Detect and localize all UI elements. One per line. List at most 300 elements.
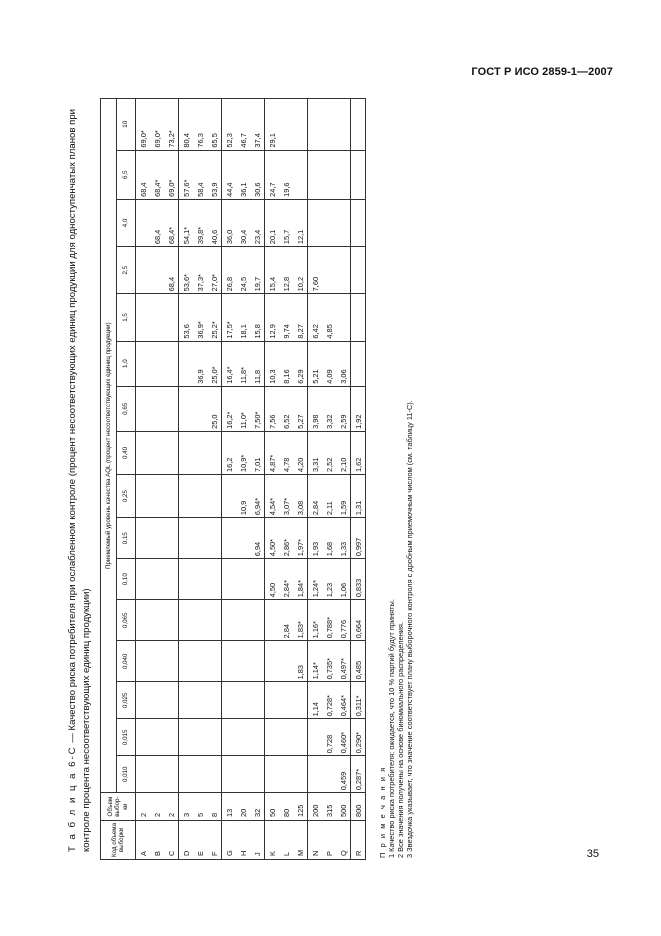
risk-value-cell <box>136 247 151 294</box>
risk-value-cell <box>351 294 366 341</box>
risk-value-cell: 0,464* <box>336 682 351 719</box>
aql-header-cell: 0,25 <box>117 475 136 518</box>
risk-value-cell: 0,735* <box>322 641 336 682</box>
risk-value-cell: 7,56 <box>265 386 280 431</box>
risk-value-cell: 25,2* <box>207 294 222 341</box>
note-item: 1 Качество риска потребителя: ожидается, что 10 % партий будут приняты. <box>387 599 396 858</box>
risk-value-cell: 53,6 <box>179 294 194 341</box>
risk-value-cell: 52,3 <box>222 99 237 151</box>
risk-value-cell: 37,4 <box>250 99 265 151</box>
risk-value-cell <box>150 682 164 719</box>
risk-value-cell: 16,2* <box>222 386 237 431</box>
risk-value-cell: 8,27 <box>293 294 308 341</box>
risk-value-cell: 18,1 <box>236 294 250 341</box>
risk-value-cell: 4,54* <box>265 475 280 518</box>
sample-size-cell: 200 <box>308 793 323 821</box>
risk-value-cell <box>164 294 179 341</box>
aql-header-cell: 0,40 <box>117 431 136 474</box>
risk-value-cell: 53,6* <box>179 247 194 294</box>
risk-value-cell: 80,4 <box>179 99 194 151</box>
table-row <box>322 99 336 860</box>
sample-code-cell: M <box>293 820 308 859</box>
risk-value-cell: 2,11 <box>322 475 336 518</box>
risk-value-cell <box>164 431 179 474</box>
risk-value-cell: 36,1 <box>236 150 250 199</box>
risk-value-cell <box>207 475 222 518</box>
risk-value-cell <box>150 641 164 682</box>
risk-value-cell: 6,94* <box>250 475 265 518</box>
risk-value-cell <box>265 682 280 719</box>
sample-code-cell: D <box>179 820 194 859</box>
risk-value-cell: 4,20 <box>293 431 308 474</box>
risk-value-cell: 2,52 <box>322 431 336 474</box>
risk-value-cell: 20,1 <box>265 199 280 246</box>
risk-value-cell: 3,06 <box>336 341 351 386</box>
risk-value-cell <box>265 600 280 641</box>
risk-value-cell: 39,8* <box>193 199 207 246</box>
risk-value-cell <box>207 756 222 793</box>
table-row <box>193 99 207 860</box>
table-row <box>164 99 179 860</box>
risk-value-cell: 16,4* <box>222 341 237 386</box>
aql-header-row <box>117 99 136 860</box>
table-row <box>150 99 164 860</box>
risk-value-cell: 36,9* <box>193 294 207 341</box>
risk-value-cell: 9,74 <box>279 294 293 341</box>
risk-value-cell: 73,2* <box>164 99 179 151</box>
risk-value-cell <box>222 475 237 518</box>
aql-header-cell: 0,025 <box>117 682 136 719</box>
risk-value-cell: 1,97* <box>293 518 308 559</box>
risk-value-cell <box>222 600 237 641</box>
risk-value-cell: 6,42 <box>308 294 323 341</box>
aql-header-cell: 4,0 <box>117 199 136 246</box>
risk-value-cell: 1,06 <box>336 559 351 600</box>
risk-value-cell <box>351 150 366 199</box>
risk-value-cell: 69,0* <box>164 150 179 199</box>
risk-value-cell <box>193 756 207 793</box>
risk-value-cell <box>250 600 265 641</box>
risk-value-cell: 24,7 <box>265 150 280 199</box>
risk-value-cell: 69,0* <box>150 99 164 151</box>
risk-value-cell <box>136 600 151 641</box>
risk-value-cell: 1,83* <box>293 600 308 641</box>
risk-value-cell: 11,8* <box>236 341 250 386</box>
risk-value-cell <box>179 341 194 386</box>
risk-value-cell <box>351 341 366 386</box>
risk-value-cell <box>236 518 250 559</box>
table-row <box>136 99 151 860</box>
risk-value-cell <box>193 682 207 719</box>
aql-header-cell: 0,015 <box>117 719 136 756</box>
risk-value-cell: 15,8 <box>250 294 265 341</box>
risk-value-cell <box>179 431 194 474</box>
risk-value-cell <box>236 559 250 600</box>
risk-value-cell <box>293 99 308 151</box>
risk-value-cell: 25,0* <box>207 341 222 386</box>
risk-value-cell: 19,7 <box>250 247 265 294</box>
risk-value-cell <box>207 600 222 641</box>
sample-size-cell: 32 <box>250 793 265 821</box>
risk-value-cell <box>222 682 237 719</box>
risk-value-cell: 3,07* <box>279 475 293 518</box>
table-title-prefix: Т а б л и ц а 6-С <box>67 745 78 852</box>
risk-value-cell <box>136 559 151 600</box>
risk-value-cell: 5,21 <box>308 341 323 386</box>
table-row <box>308 99 323 860</box>
sample-code-cell: B <box>150 820 164 859</box>
risk-value-cell <box>150 719 164 756</box>
risk-value-cell: 0,728 <box>322 719 336 756</box>
risk-value-cell <box>279 682 293 719</box>
risk-value-cell: 1,84* <box>293 559 308 600</box>
risk-value-cell <box>164 559 179 600</box>
risk-value-cell: 36,9 <box>193 341 207 386</box>
risk-value-cell: 6,94 <box>250 518 265 559</box>
aql-header-cell: 1,5 <box>117 294 136 341</box>
risk-value-cell <box>308 756 323 793</box>
risk-value-cell <box>322 756 336 793</box>
risk-value-cell: 54,1* <box>179 199 194 246</box>
risk-value-cell: 68,4 <box>136 150 151 199</box>
risk-value-cell: 4,50* <box>265 518 280 559</box>
aql-header-cell: 2,5 <box>117 247 136 294</box>
risk-value-cell <box>250 641 265 682</box>
risk-value-cell: 40,6 <box>207 199 222 246</box>
risk-value-cell <box>179 756 194 793</box>
risk-value-cell <box>164 475 179 518</box>
risk-value-cell <box>279 756 293 793</box>
risk-value-cell <box>236 682 250 719</box>
risk-value-cell <box>207 719 222 756</box>
risk-value-cell <box>222 641 237 682</box>
risk-value-cell <box>222 518 237 559</box>
risk-value-cell: 10,2 <box>293 247 308 294</box>
sample-code-cell: E <box>193 820 207 859</box>
risk-value-cell: 15,4 <box>265 247 280 294</box>
risk-value-cell <box>179 641 194 682</box>
sample-code-cell: A <box>136 820 151 859</box>
risk-value-cell: 30,6 <box>250 150 265 199</box>
table-row <box>279 99 293 860</box>
aql-header-cell: 0,65 <box>117 386 136 431</box>
risk-value-cell: 0,485 <box>351 641 366 682</box>
risk-value-cell: 0,497* <box>336 641 351 682</box>
risk-value-cell <box>351 247 366 294</box>
risk-value-cell <box>279 99 293 151</box>
risk-value-cell: 1,31 <box>351 475 366 518</box>
risk-value-cell <box>164 641 179 682</box>
risk-value-cell <box>336 99 351 151</box>
risk-value-cell: 1,68 <box>322 518 336 559</box>
sample-code-cell: R <box>351 820 366 859</box>
risk-value-cell: 4,50 <box>265 559 280 600</box>
risk-value-cell <box>150 559 164 600</box>
risk-value-cell: 0,788* <box>322 600 336 641</box>
risk-value-cell: 2,59 <box>336 386 351 431</box>
risk-value-cell: 0,459 <box>336 756 351 793</box>
risk-value-cell <box>136 719 151 756</box>
risk-value-cell <box>236 756 250 793</box>
risk-value-cell: 11,0* <box>236 386 250 431</box>
rotated-table-block <box>60 100 440 860</box>
risk-value-cell <box>164 341 179 386</box>
risk-value-cell: 10,3 <box>265 341 280 386</box>
sample-size-cell: 125 <box>293 793 308 821</box>
risk-value-cell: 0,290* <box>351 719 366 756</box>
sample-code-cell: Q <box>336 820 351 859</box>
risk-value-cell: 5,27 <box>293 386 308 431</box>
risk-value-cell <box>293 150 308 199</box>
risk-value-cell <box>150 247 164 294</box>
table-body <box>136 99 366 860</box>
risk-value-cell <box>136 386 151 431</box>
sample-size-cell: 3 <box>179 793 194 821</box>
risk-value-cell: 1,14* <box>308 641 323 682</box>
risk-value-cell: 0,728* <box>322 682 336 719</box>
aql-header-cell: 0,040 <box>117 641 136 682</box>
risk-value-cell <box>293 682 308 719</box>
risk-value-cell: 68,4 <box>150 199 164 246</box>
risk-value-cell <box>293 756 308 793</box>
risk-value-cell: 53,9 <box>207 150 222 199</box>
risk-value-cell <box>308 99 323 151</box>
table-row <box>351 99 366 860</box>
risk-value-cell <box>193 518 207 559</box>
risk-value-cell: 6,29 <box>293 341 308 386</box>
risk-value-cell: 0,776 <box>336 600 351 641</box>
risk-value-cell <box>150 518 164 559</box>
risk-value-cell <box>250 719 265 756</box>
risk-value-cell: 69,0* <box>136 99 151 151</box>
risk-value-cell <box>164 682 179 719</box>
risk-value-cell: 68,4* <box>164 199 179 246</box>
table-row <box>179 99 194 860</box>
risk-value-cell: 3,98 <box>308 386 323 431</box>
risk-value-cell <box>164 719 179 756</box>
consumer-risk-table <box>100 98 366 860</box>
risk-value-cell <box>179 475 194 518</box>
sample-size-cell: 80 <box>279 793 293 821</box>
sample-size-cell: 8 <box>207 793 222 821</box>
risk-value-cell: 1,23 <box>322 559 336 600</box>
risk-value-cell: 76,3 <box>193 99 207 151</box>
sample-size-cell: 315 <box>322 793 336 821</box>
header-aql-group: Приемлемый уровень качества AQL (процент несоответствующих единиц продукции) <box>101 99 117 793</box>
risk-value-cell: 0,664 <box>351 600 366 641</box>
risk-value-cell: 2,84 <box>308 475 323 518</box>
risk-value-cell: 0,997 <box>351 518 366 559</box>
risk-value-cell <box>265 719 280 756</box>
risk-value-cell <box>136 294 151 341</box>
aql-header-cell: 6,5 <box>117 150 136 199</box>
risk-value-cell: 0,833 <box>351 559 366 600</box>
risk-value-cell: 12,8 <box>279 247 293 294</box>
risk-value-cell <box>136 431 151 474</box>
risk-value-cell <box>193 386 207 431</box>
sample-code-cell: F <box>207 820 222 859</box>
risk-value-cell <box>136 756 151 793</box>
risk-value-cell: 7,01 <box>250 431 265 474</box>
risk-value-cell <box>164 600 179 641</box>
risk-value-cell <box>336 150 351 199</box>
table-title-text: — Качество риска потребителя при ослабленном контроле (процент несоответствующих единиц продукции для одноступенчатых планов при контроле процента несоответствующих единиц продукции) <box>67 108 92 852</box>
risk-value-cell: 8,16 <box>279 341 293 386</box>
risk-value-cell: 57,6* <box>179 150 194 199</box>
risk-value-cell <box>164 386 179 431</box>
risk-value-cell <box>250 682 265 719</box>
risk-value-cell: 2,86* <box>279 518 293 559</box>
sample-size-cell: 2 <box>150 793 164 821</box>
risk-value-cell <box>265 641 280 682</box>
aql-header-cell: 0,15 <box>117 518 136 559</box>
risk-value-cell: 30,4 <box>236 199 250 246</box>
risk-value-cell <box>222 559 237 600</box>
risk-value-cell: 0,287* <box>351 756 366 793</box>
risk-value-cell <box>136 682 151 719</box>
sample-size-cell: 2 <box>164 793 179 821</box>
table-row <box>222 99 237 860</box>
risk-value-cell: 46,7 <box>236 99 250 151</box>
risk-value-cell <box>222 719 237 756</box>
risk-value-cell <box>150 386 164 431</box>
risk-value-cell: 27,0* <box>207 247 222 294</box>
sample-size-cell: 5 <box>193 793 207 821</box>
risk-value-cell: 12,9 <box>265 294 280 341</box>
aql-header-cell: 10 <box>117 99 136 151</box>
table-row <box>336 99 351 860</box>
risk-value-cell <box>279 719 293 756</box>
sample-code-cell: G <box>222 820 237 859</box>
sample-code-cell: P <box>322 820 336 859</box>
risk-value-cell <box>164 518 179 559</box>
risk-value-cell <box>336 199 351 246</box>
risk-value-cell <box>136 518 151 559</box>
risk-value-cell <box>150 294 164 341</box>
note-item: 2 Все значения получены на основе биномиального распределения. <box>396 622 405 858</box>
risk-value-cell <box>236 719 250 756</box>
risk-value-cell: 4,78 <box>279 431 293 474</box>
page-number: 35 <box>586 848 599 860</box>
risk-value-cell <box>179 559 194 600</box>
risk-value-cell: 24,5 <box>236 247 250 294</box>
risk-value-cell: 29,1 <box>265 99 280 151</box>
sample-code-cell: C <box>164 820 179 859</box>
document-header: ГОСТ Р ИСО 2859-1—2007 <box>471 66 613 78</box>
risk-value-cell <box>250 756 265 793</box>
risk-value-cell <box>179 386 194 431</box>
risk-value-cell: 1,33 <box>336 518 351 559</box>
risk-value-cell: 68,4* <box>150 150 164 199</box>
risk-value-cell <box>265 756 280 793</box>
risk-value-cell: 36,0 <box>222 199 237 246</box>
notes-block <box>378 118 414 858</box>
aql-header-cell: 1,0 <box>117 341 136 386</box>
risk-value-cell: 16,2 <box>222 431 237 474</box>
risk-value-cell <box>236 600 250 641</box>
risk-value-cell: 1,92 <box>351 386 366 431</box>
risk-value-cell <box>207 431 222 474</box>
risk-value-cell <box>308 199 323 246</box>
risk-value-cell: 37,3* <box>193 247 207 294</box>
risk-value-cell <box>193 475 207 518</box>
risk-value-cell: 3,32 <box>322 386 336 431</box>
sample-size-cell: 20 <box>236 793 250 821</box>
risk-value-cell <box>308 150 323 199</box>
risk-value-cell: 23,4 <box>250 199 265 246</box>
table-row <box>250 99 265 860</box>
risk-value-cell: 26,8 <box>222 247 237 294</box>
note-item: 3 Звездочка указывает, что значение соответствует плану выборочного контроля с дробным приемочным числом (см. таблицу 11-С). <box>405 400 414 858</box>
aql-header-cell: 0,10 <box>117 559 136 600</box>
risk-value-cell <box>136 641 151 682</box>
sample-code-cell: L <box>279 820 293 859</box>
risk-value-cell: 1,59 <box>336 475 351 518</box>
sample-size-cell: 50 <box>265 793 280 821</box>
risk-value-cell: 17,5* <box>222 294 237 341</box>
risk-value-cell: 1,16* <box>308 600 323 641</box>
risk-value-cell: 2,84* <box>279 559 293 600</box>
risk-value-cell: 4,87* <box>265 431 280 474</box>
risk-value-cell <box>136 199 151 246</box>
risk-value-cell: 10,9* <box>236 431 250 474</box>
risk-value-cell: 7,60 <box>308 247 323 294</box>
risk-value-cell <box>308 719 323 756</box>
sample-size-cell: 13 <box>222 793 237 821</box>
risk-value-cell <box>150 475 164 518</box>
risk-value-cell: 1,93 <box>308 518 323 559</box>
risk-value-cell: 68,4 <box>164 247 179 294</box>
table-row <box>236 99 250 860</box>
risk-value-cell <box>207 559 222 600</box>
risk-value-cell: 6,52 <box>279 386 293 431</box>
aql-header-cell: 0,010 <box>117 756 136 793</box>
risk-value-cell: 3,31 <box>308 431 323 474</box>
risk-value-cell: 58,4 <box>193 150 207 199</box>
risk-value-cell: 12,1 <box>293 199 308 246</box>
risk-value-cell <box>250 559 265 600</box>
risk-value-cell <box>207 641 222 682</box>
risk-value-cell: 44,4 <box>222 150 237 199</box>
risk-value-cell <box>351 199 366 246</box>
table-row <box>207 99 222 860</box>
risk-value-cell <box>322 247 336 294</box>
table-row <box>265 99 280 860</box>
notes-heading: П р и м е ч а н и я <box>378 766 387 858</box>
risk-value-cell <box>193 600 207 641</box>
risk-value-cell <box>279 641 293 682</box>
sample-size-cell: 800 <box>351 793 366 821</box>
risk-value-cell: 4,09 <box>322 341 336 386</box>
risk-value-cell: 3,08 <box>293 475 308 518</box>
sample-code-cell: J <box>250 820 265 859</box>
risk-value-cell: 7,50* <box>250 386 265 431</box>
risk-value-cell <box>322 150 336 199</box>
risk-value-cell: 15,7 <box>279 199 293 246</box>
risk-value-cell <box>150 431 164 474</box>
risk-value-cell <box>336 294 351 341</box>
risk-value-cell <box>236 641 250 682</box>
risk-value-cell <box>136 341 151 386</box>
table-title <box>66 102 93 852</box>
header-sample-size: Объем выбор-ки <box>101 793 136 821</box>
risk-value-cell <box>136 475 151 518</box>
risk-value-cell: 1,14 <box>308 682 323 719</box>
risk-value-cell <box>293 719 308 756</box>
risk-value-cell <box>207 682 222 719</box>
sample-code-cell: N <box>308 820 323 859</box>
risk-value-cell <box>193 559 207 600</box>
